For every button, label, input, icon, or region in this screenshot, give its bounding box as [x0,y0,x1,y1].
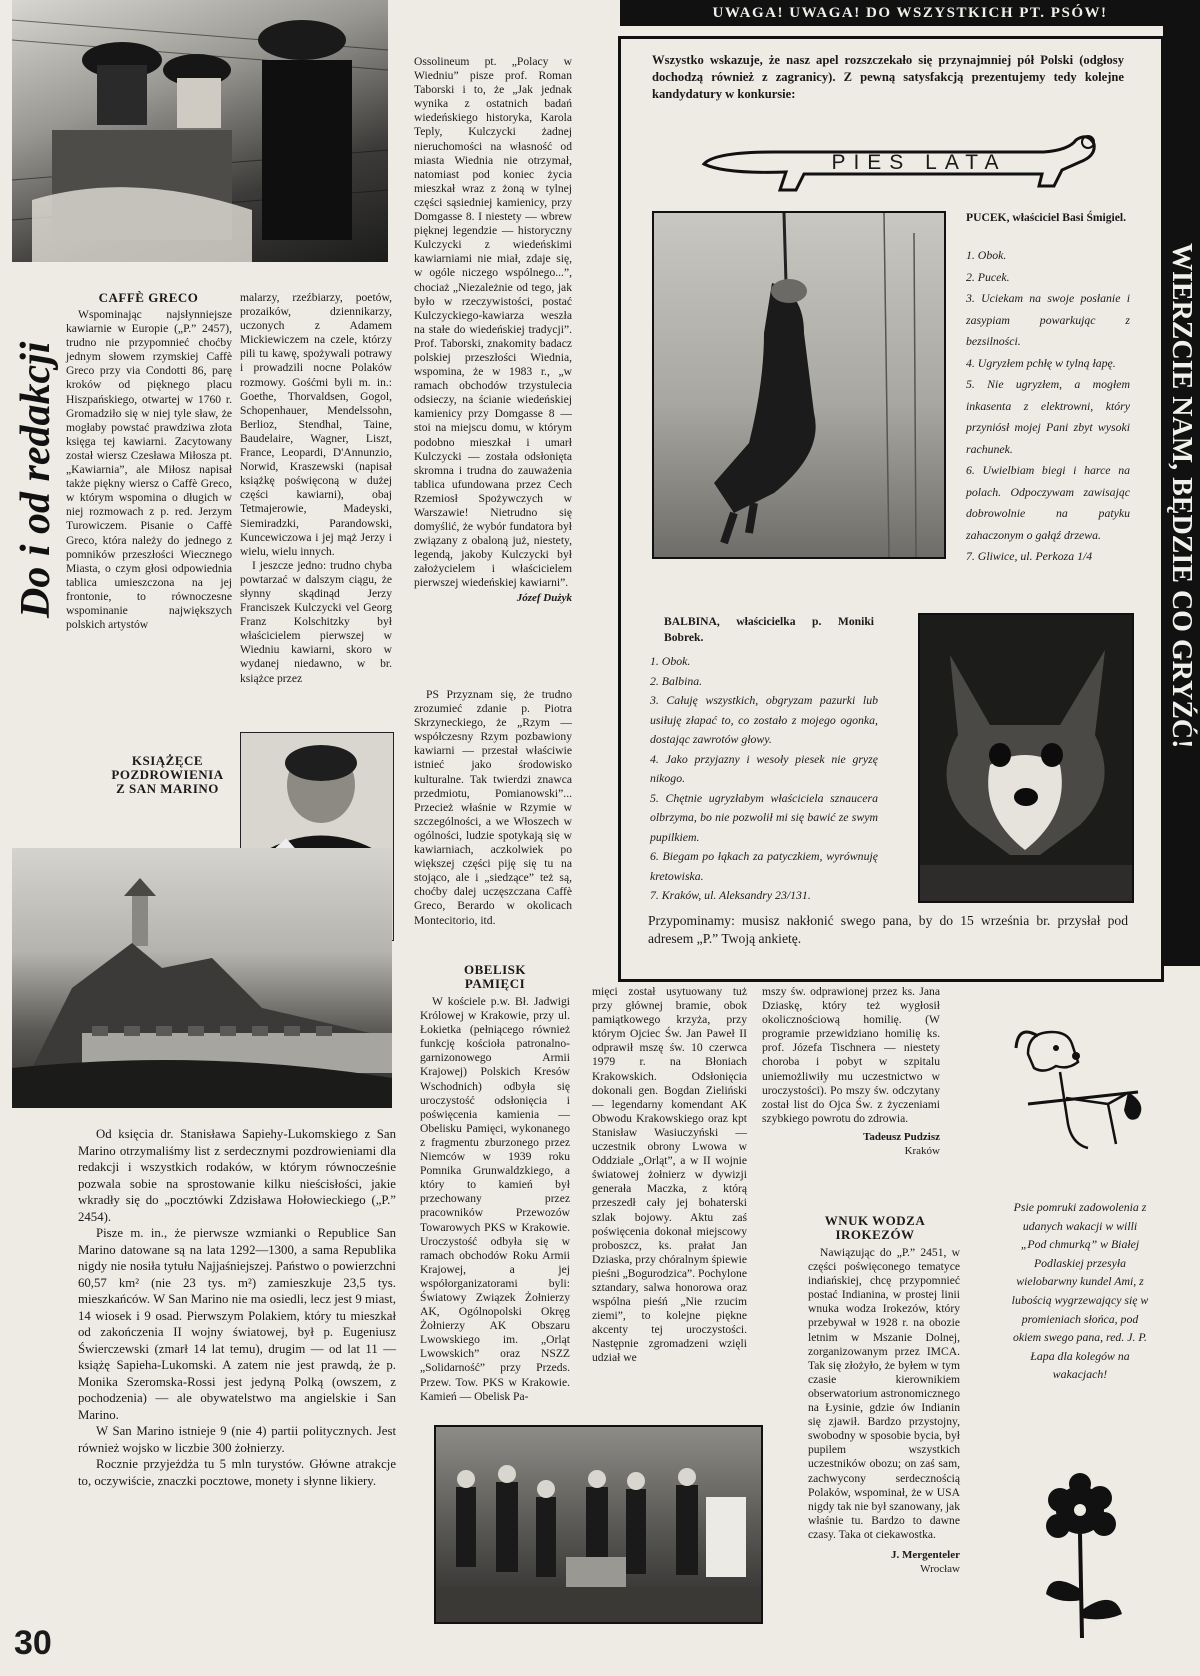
kundel-caption: Psie pomruki zadowolenia z udanych wakacji w willi „Pod chmurką” w Białej Podlaskiej przesyła wielobarwny kundel Ami, z lubością wygrzewający się w promieniach słońca, pod okiem swego pana, red. J. P. Łapa dla kolegów na wakacjach! [1011,1200,1149,1382]
engraving-illustration [12,0,388,262]
flower-drawing [1030,1470,1140,1640]
san-marino-paragraph-2: Pisze m. in., że pierwsze wzmianki o Republice San Marino datowane są na lata 1292—1300, a sama Republika nigdy nie nosiła tytułu Najjaśniejszej. Państwo o powierzchni 60,57 km² (nie 23 tys. m²) zamieszkuje 23,5 tys. mieszkańców. W San Marino nie ma osiedli, lecz jest 9 miast, 14 wiosek i 9 osad. Pierwszym Polakiem, który tu mieszkał od zakończenia II wojny światowej, był p. Eugeniusz Świerczewski (zmarł 14 lat temu), drugim — od lat 11 — książę Sapieha-Lukomski. A zatem nie jest prawdą, że p. Monika Szeromska-Rossi jest jedyną Polką (owszem, z pochodzenia) — ale obywatelstwo ma angielskie i San Marino. [78,1226,396,1422]
ps-text: PS Przyznam się, że trudno zrozumieć zdanie p. Piotra Skrzyneckiego, że „Rzym — współczesny Rzym pozbawiony kawiarni — przestał właściwie istnieć jako środowisko kulturalne. Tak twierdzi znawca przedmiotu, Pomianowski”... Przecież właśnie w Rzymie w szczególności, a we Włoszech w ogólności, ludzie spotykają się w kawiarniach, aczkolwiek po większej części piję się tu na stojąco, ale i „siedzące” też są, choćby dalej uczęszczana Caffè Greco, Berardo w okolicach Montecitorio, itd. [414,688,572,927]
pucek-photo [652,211,946,559]
pucek-answers [966,245,1130,568]
obelisk-column-b [592,985,747,1405]
obelisk-column-c [762,985,940,1158]
san-marino-title-line-3: Z SAN MARINO [116,781,219,796]
page-number: 30 [14,1624,52,1662]
balbina-photo [918,613,1134,903]
caffe-greco-column-1 [66,308,232,713]
san-marino-text [78,1126,396,1489]
pies-lata-logo-text: PIES LATA [831,151,1007,174]
ceremony-photo [434,1425,763,1624]
obelisk-text-a: W kościele p.w. Bł. Jadwigi Królowej w Krakowie, przy ul. Łokietka (pełniącego również funkcję kościoła patronalno-garnizonowego Armii Krajowej) Polskich Kresów Wschodnich) odbyła się uroczystość odsłonięcia i poświęcenia kamienia — Obelisku Pamięci, wykonanego z fragmentu zburzonego przez Niemców w 1939 roku Pomnika Grunwaldzkiego, a który to kamień był przechowany przez pracowników Przewozów Towarowych PKS w Krakowie. Uroczystość odbyła się w ramach obchodów Roku Armii Krajowej, a jej współorganizatorami byli: Światowy Związek Żołnierzy AK, Ogólnopolski Okręg Żołnierzy AK Obszaru Lwowskiego im. „Orląt Lwowskich” oraz NSZZ „Solidarność” przy Przeds. Przew. Tow. PKS w Krakowie. Kamień — Obelisk Pa- [420,995,570,1403]
pies-lata-intro: Wszystko wskazuje, że nasz apel rozszczekało się przynajmniej pół Polski (odgłosy dochodzą również z zagranicy). Z pewną satysfakcją prezentujemy tedy kolejne kandydatury w konkursie: [652,53,1124,101]
pucek-heading: PUCEK, właściciel Basi Śmigiel. [966,211,1127,224]
pucek-answer-4: 4. Ugryzłem pchłę w tylną łapę. [966,355,1116,370]
san-marino-title-line-2: POZDROWIENIA [111,767,224,782]
irokezi-text: Nawiązując do „P.” 2451, w części poświęconego tematyce indiańskiej, chcę przypomnieć postać Indianina, w prostej linii wnuka wodza Irokezów, który przebywał w 1928 r. na obozie letnim w Mszanie Dolnej, zorganizowanym przez IMCA. Tak się złożyło, że byłem w tym czasie kierownikiem obserwatorium astronomicznego na Łysinie, gdzie ów Indianin się zjawił. Bardzo przystojny, swobodny w sposobie bycia, był pupilem wszystkich uczestników obozu; on zaś sam, zachwycony serdecznością Polaków, wspominał, że w USA nigdy tak nie był szanowany, jak właśnie tu. Bardzo to dawne czasy. Taka ot ciekawostka. [808,1246,960,1541]
balbina-answers [650,652,878,906]
irokezi-title [800,1214,950,1242]
san-marino-title [100,754,235,796]
irokezi-title-line-1: WNUK WODZA [824,1213,926,1228]
pies-lata-reminder: Przypominamy: musisz nakłonić swego pana, by do 15 września br. przysłał pod adresem „P.” Twoją ankietę. [648,913,1128,946]
balbina-answer-4: 4. Jako przyjazny i wesoły piesek nie gryzę nikogo. [650,751,878,785]
dog-bindle-icon [1008,1014,1158,1164]
san-marino-paragraph-4: Rocznie przyjeżdża tu 5 mln turystów. Główne atrakcje to, oczywiście, znaczki pocztowe, monety i słynne likiery. [78,1457,396,1488]
vienna-author: Józef Dużyk [516,591,572,604]
balbina-answer-2: 2. Balbina. [650,673,703,688]
obelisk-city: Kraków [904,1145,940,1158]
balbina-answer-1: 1. Obok. [650,654,691,668]
pucek-answer-6: 6. Uwielbiam biegi i harce na polach. Odpoczywam zawisając dobrowolnie na patyku zahaczonym o gałąź drzewa. [966,463,1130,542]
obelisk-title-line-1: OBELISK [463,962,527,977]
pucek-answer-3: 3. Uciekam na swoje posłanie i zasypiam powarkując z bezsilności. [966,291,1130,348]
pucek-answer-5: 5. Nie ugryzłem, a mogłem inkasenta z elektrowni, który przyniósł mojej Pani zbyt wysoki rachunek. [966,377,1130,456]
obelisk-text-c: mszy św. odprawionej przez ks. Jana Dziaskę, który też wygłosił okolicznościową homilię. (W programie przewidziano homilię ks. prof. Józefa Tischnera — niestety choroba i pobyt w szpitalu uniemożliwiły mu uczestnictwo w uroczystości). Po mszy św. odczytany został list do Ojca Św. z życzeniami szybkiego powrotu do zdrowia. [762,985,940,1125]
pies-lata-banner: UWAGA! UWAGA! DO WSZYSTKICH PT. PSÓW! [620,0,1200,26]
caffe-greco-text-1: Wspominając najsłynniejsze kawiarnie w Europie („P.” 2457), trudno nie przypomnieć choćby jednym słowem rzymskiej Caffè Greco przy via Condotti 86, parę kroków od pięknego placu Hiszpańskiego, otwartej w 1760 r. Gromadziło się w niej tyle sław, że mogłaby powstać prawdziwa złota księga tej kawiarni. Zacytowany został wiersz Czesława Miłosza pt. „Kawiarnia”, ale Miłosz napisał także piękny wiersz o Caffè Greco, w którym wspomina o długich w niej rozmowach z p. red. Jerzym Turowiczem. Pisanie o Caffè Greco, która należy do jednego z pomników przeszłości Wiecznego Miasta, o czym głosi odpowiednia tablica umieszczona na jej frontonie, to równoczesne wspominanie największych polskich artystów [66,308,232,632]
balbina-answer-3: 3. Całuję wszystkich, obgryzam pazurki lub usiłuję złapać to, co zostało z mojego ogonka, dostając zawrotów głowy. [650,693,878,746]
pucek-answer-2: 2. Pucek. [966,269,1010,284]
obelisk-text-b: mięci został usytuowany tuż przy głównej bramie, obok pamiątkowego krzyża, przy którym Ojciec Św. Jan Paweł II odprawił mszę św. 10 czerwca 1979 r. na Błoniach Krakowskich. Odsłonięcia dokonali gen. Bogdan Zieliński — legendarny komendant AK Obwodu Krakowskiego oraz kpt Stanisław Wasiuczyński — uczestnik obrony Lwowa w Oddziale „Orląt”, a w II wojnie światowej żołnierz w dywizji generała Maczka, z którą przeszedł cały jej bohaterski szlak bojowy. Aktu zaś poświęcenia dokonał miejscowy proboszcz, ks. prałat Jan Dziaska, przy chóralnym śpiewie pieśni „Bogurodzica”. Pochylone sztandary, salwa honorowa oraz wspólna pieśń „Nie rzucim ziemi”, to kolejne piękne akcenty tej uroczystości. Następnie zgromadzeni wzięli udział we [592,985,747,1365]
vienna-text: Ossolineum pt. „Polacy w Wiedniu” pisze prof. Roman Taborski i to, że „Jak jednak wynika z ostatnich badań wiedeńskiego historyka, Karola Teply, Kulczycki żadnej nieruchomości na własność od miasta Wiednia nie otrzymał, natomiast pod koniec życia mieszkał wraz z żoną w tylnej części sąsiedniej kamienicy, przy Domgasse 8. I niestety — wbrew pięknej legendzie — historyczny Kulczycki z wiedeńskimi kawiarniami nie miał, zdaje się, w ogóle niczego wspólnego...”, chociaż „Niezależnie od tego, jak było w rzeczywistości, postać Kulczyckiego-kawiarza weszła na stałe do wiedeńskiej tradycji”. Prof. Taborski, znakomity badacz polskiej przeszłości Wiednia, wspomina, że w 1983 r., „w ramach obchodów trzystulecia odsieczy, na ścianie wiedeńskiej kamienicy przy Domgasse 8 — stoi na miejscu domu, w którym podobno mieszkał i umarł Kulczycki — została odsłonięta skromna i trudna do zauważenia tablica ufundowana przez Cech Rzemiosł Spożywczych w Warszawie! Nietrudno się domyślić, że wybór fundatora był związany z obaloną już, niestety, legendą, jakoby Kulczycki był założycielem i właścicielem pierwszej wiedeńskiej kawiarni”. [414,55,572,590]
san-marino-title-line-1: KSIĄŻĘCE [131,753,204,768]
obelisk-author: Tadeusz Pudzisz [863,1130,940,1143]
ceremony-illustration [436,1427,761,1622]
pucek-answer-7: 7. Gliwice, ul. Perkoza 1/4 [966,549,1093,563]
caffe-greco-text-2a: malarzy, rzeźbiarzy, poetów, prozaików, dziennikarzy, uczonych z Adamem Mickiewiczem na czele, którzy pili tu kawę, spożywali potrawy i prowadzili nocne Polaków rozmowy. Gośćmi byli m. in.: Goethe, Thorvaldsen, Gogol, Schopenhauer, Mendelssohn, Berlioz, Stendhal, Taine, Baudelaire, Wagner, Liszt, France, Leopardi, D'Annunzio, Norwid, Kraszewski (napisał książkę poświęconą w dużej części kawiarni), obaj Tetmajerowie, Madeyski, Siemiradzki, Parandowski, Kuncewiczowa i jej mąż Jerzy i wielu, wielu innych. [240,291,392,558]
section-title: Do i od redakcji [13,341,59,619]
pies-lata-side-banner: WIERZCIE NAM, BĘDZIE CO GRYŹĆ! [1163,26,1200,966]
balbina-answer-5: 5. Chętnie ugryzłabym właściciela sznaucera olbrzyma, bo nie pozwolił mi się bawić ze swym pupilkiem. [650,790,878,844]
obelisk-column-a [420,995,570,1405]
balbina-heading: BALBINA, właścicielka p. Moniki Bobrek. [664,615,874,644]
obelisk-title-line-2: PAMIĘCI [464,976,526,991]
san-marino-illustration [12,848,392,1108]
obelisk-title [420,963,570,991]
irokezi-city: Wrocław [920,1563,960,1576]
irokezi-column [808,1246,960,1576]
balbina-answer-7: 7. Kraków, ul. Aleksandry 23/131. [650,888,811,902]
vienna-column [414,55,572,683]
caffe-greco-text-2b: I jeszcze jedno: trudno chyba powtarzać w dalszym ciągu, że słynny skądinąd Jerzy Franciszek Kulczycki vel Georg Franz Kolschitzky był właścicielem pierwszej w Wiedniu kawiarni, skoro w wydanej niedawno, w br. książce przez [240,558,392,685]
kundel-drawing [1008,1014,1158,1164]
pucek-dog-illustration [654,213,944,557]
balbina-dog-illustration [920,615,1132,901]
ps-column [414,688,572,927]
pucek-answer-1: 1. Obok. [966,248,1007,262]
san-marino-paragraph-3: W San Marino istnieje 9 (nie 4) partii politycznych. Jest również wojsko w liczbie 300 żołnierzy. [78,1424,396,1455]
pies-lata-logo [684,122,1104,200]
flower-icon [1030,1470,1140,1640]
engraving-photo [12,0,388,262]
irokezi-author: J. Mergenteler [890,1548,960,1561]
san-marino-paragraph-1: Od księcia dr. Stanisława Sapiehy-Lukomskiego z San Marino otrzymaliśmy list z serdecznymi pozdrowieniami dla redakcji i wszystkich rodaków, w którym równocześnie pozwala sobie na sprostowanie kilku nieścisłości, jakie wkradły się do „pocztówki Zdzisława Hołowieckiego („P.” 2454). [78,1127,396,1224]
irokezi-title-line-2: IROKEZÓW [835,1227,915,1242]
balbina-answer-6: 6. Biegam po łąkach za patyczkiem, wyrównuję kretowiska. [650,849,878,883]
caffe-greco-column-2 [240,291,392,686]
san-marino-photo [12,848,392,1108]
caffe-greco-title: CAFFÈ GRECO [98,290,199,305]
